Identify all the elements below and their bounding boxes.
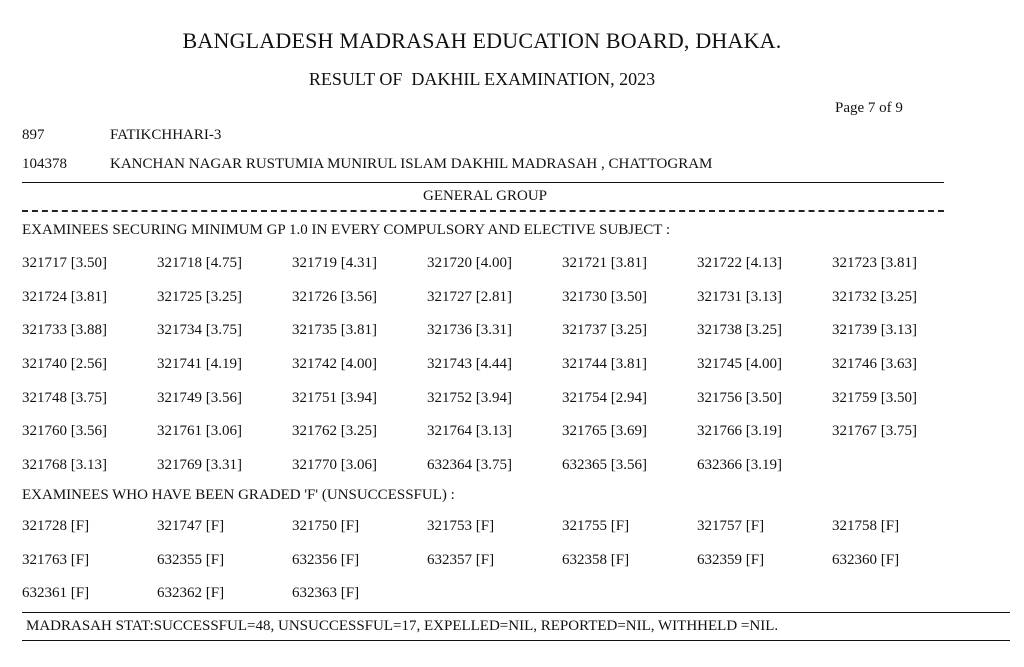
failed-results-grid: [22, 516, 967, 617]
passed-result-cell: 321752 [3.94]: [427, 389, 512, 406]
passed-result-cell: 321762 [3.25]: [292, 423, 377, 440]
passed-result-cell: 321730 [3.50]: [562, 288, 647, 305]
passed-result-cell: 321722 [4.13]: [697, 255, 782, 271]
passed-result-cell: 321746 [3.63]: [832, 356, 917, 373]
passed-result-cell: 321736 [3.31]: [427, 322, 512, 339]
passed-result-cell: 321717 [3.50]: [22, 255, 107, 271]
passed-result-cell: 321764 [3.13]: [427, 423, 512, 440]
failed-result-cell: 321747 [F]: [157, 518, 225, 534]
passed-result-cell: 321723 [3.81]: [832, 255, 917, 271]
failed-result-cell: 632357 [F]: [427, 551, 495, 568]
passed-result-cell: 321727 [2.81]: [427, 288, 512, 305]
passed-result-cell: 321718 [4.75]: [157, 255, 242, 271]
passed-result-cell: 321725 [3.25]: [157, 288, 242, 305]
failed-result-cell: 632355 [F]: [157, 551, 225, 568]
passed-result-cell: 321721 [3.81]: [562, 255, 647, 271]
passed-result-cell: 321756 [3.50]: [697, 389, 782, 406]
passed-result-cell: 321738 [3.25]: [697, 322, 782, 339]
failed-result-cell: 321753 [F]: [427, 518, 495, 534]
passed-result-cell: 632366 [3.19]: [697, 457, 782, 474]
failed-result-cell: 321758 [F]: [832, 518, 900, 534]
passed-result-cell: 321720 [4.00]: [427, 255, 512, 271]
passed-result-cell: 321770 [3.06]: [292, 457, 377, 474]
failed-result-cell: 632361 [F]: [22, 585, 90, 602]
group-title: GENERAL GROUP: [422, 188, 548, 204]
passed-result-cell: 321768 [3.13]: [22, 457, 107, 474]
failed-result-cell: 632359 [F]: [697, 551, 765, 568]
passed-result-cell: 321745 [4.00]: [697, 356, 782, 373]
passed-result-cell: 321735 [3.81]: [292, 322, 377, 339]
institution-code: 104378: [22, 156, 67, 172]
passed-result-cell: 321769 [3.31]: [157, 457, 242, 474]
stat-bottom-divider: [22, 640, 1010, 641]
passed-result-cell: 321751 [3.94]: [292, 389, 377, 406]
passed-result-cell: 321759 [3.50]: [832, 389, 917, 406]
board-title: BANGLADESH MADRASAH EDUCATION BOARD, DHAKA.: [182, 28, 782, 53]
failed-result-cell: 632356 [F]: [292, 551, 360, 568]
exam-title: RESULT OF DAKHIL EXAMINATION, 2023: [308, 69, 656, 89]
stat-top-divider: [22, 612, 1010, 613]
passed-result-cell: 321761 [3.06]: [157, 423, 242, 440]
passed-result-cell: 321733 [3.88]: [22, 322, 107, 339]
group-dashed-divider: [22, 210, 944, 212]
passed-result-cell: 321741 [4.19]: [157, 356, 242, 373]
thana-name: FATIKCHHARI-3: [110, 127, 222, 143]
passed-result-cell: 321744 [3.81]: [562, 356, 647, 373]
page-number: Page 7 of 9: [835, 100, 903, 116]
passed-result-cell: 321767 [3.75]: [832, 423, 917, 440]
passed-result-cell: 321726 [3.56]: [292, 288, 377, 305]
passed-result-cell: 321724 [3.81]: [22, 288, 107, 305]
passed-result-cell: 321766 [3.19]: [697, 423, 782, 440]
passed-results-grid: [22, 253, 967, 489]
passed-result-cell: 632364 [3.75]: [427, 457, 512, 474]
failed-result-cell: 321728 [F]: [22, 518, 90, 534]
failed-result-cell: 321763 [F]: [22, 551, 90, 568]
failed-result-cell: 632363 [F]: [292, 585, 360, 602]
passed-result-cell: 321749 [3.56]: [157, 389, 242, 406]
failed-result-cell: 321757 [F]: [697, 518, 765, 534]
passed-result-cell: 321731 [3.13]: [697, 288, 782, 305]
passed-result-cell: 321743 [4.44]: [427, 356, 512, 373]
failed-section-heading: EXAMINEES WHO HAVE BEEN GRADED 'F' (UNSUCCESSFUL) :: [22, 487, 455, 503]
passed-result-cell: 321732 [3.25]: [832, 288, 917, 305]
passed-result-cell: 321742 [4.00]: [292, 356, 377, 373]
thana-code: 897: [22, 127, 45, 143]
passed-result-cell: 321719 [4.31]: [292, 255, 377, 271]
passed-result-cell: 321748 [3.75]: [22, 389, 107, 406]
failed-result-cell: 321750 [F]: [292, 518, 360, 534]
madrasah-stat: MADRASAH STAT:SUCCESSFUL=48, UNSUCCESSFUL=17, EXPELLED=NIL, REPORTED=NIL, WITHHELD =NIL.: [26, 618, 779, 634]
header-divider: [22, 182, 944, 183]
passed-result-cell: 632365 [3.56]: [562, 457, 647, 474]
failed-result-cell: 632360 [F]: [832, 551, 900, 568]
failed-result-cell: 321755 [F]: [562, 518, 630, 534]
passed-result-cell: 321734 [3.75]: [157, 322, 242, 339]
passed-section-heading: EXAMINEES SECURING MINIMUM GP 1.0 IN EVERY COMPULSORY AND ELECTIVE SUBJECT :: [22, 222, 671, 238]
failed-result-cell: 632358 [F]: [562, 551, 630, 568]
failed-result-cell: 632362 [F]: [157, 585, 225, 602]
passed-result-cell: 321765 [3.69]: [562, 423, 647, 440]
passed-result-cell: 321737 [3.25]: [562, 322, 647, 339]
passed-result-cell: 321754 [2.94]: [562, 389, 647, 406]
institution-name: KANCHAN NAGAR RUSTUMIA MUNIRUL ISLAM DAKHIL MADRASAH , CHATTOGRAM: [110, 156, 713, 172]
passed-result-cell: 321739 [3.13]: [832, 322, 917, 339]
passed-result-cell: 321740 [2.56]: [22, 356, 107, 373]
passed-result-cell: 321760 [3.56]: [22, 423, 107, 440]
